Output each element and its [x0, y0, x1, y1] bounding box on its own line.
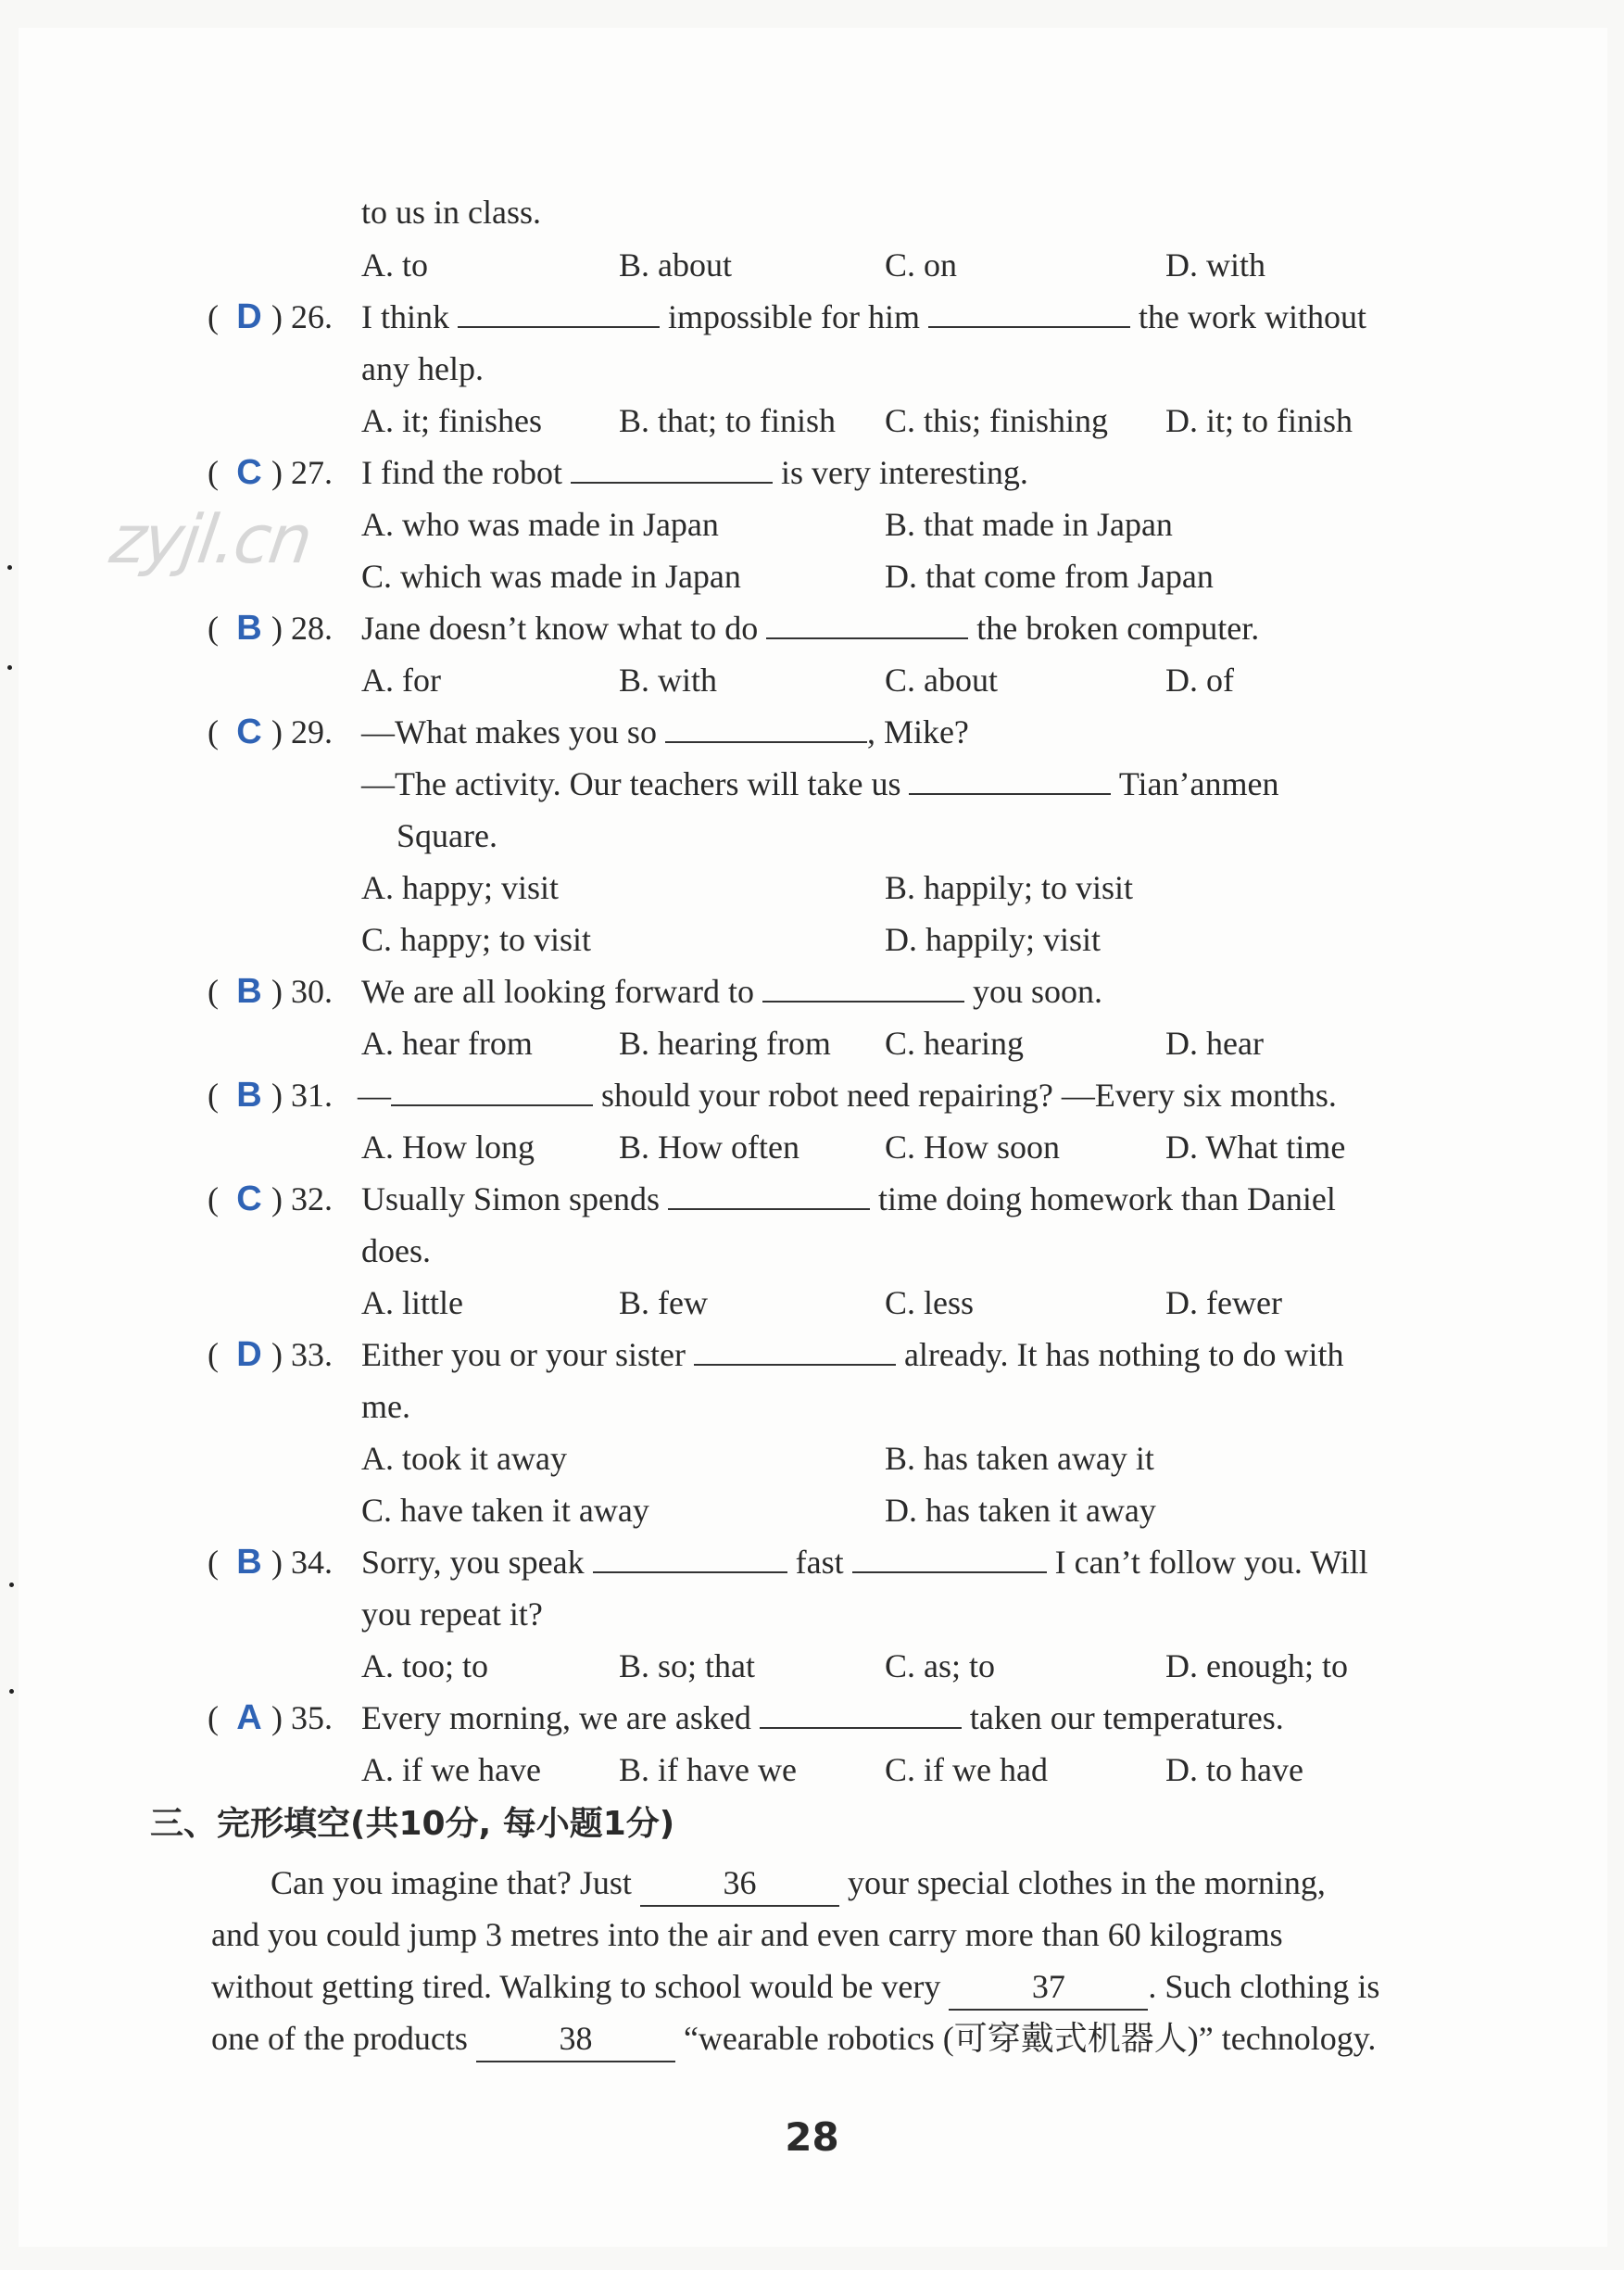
answer-blank[interactable]	[571, 454, 773, 484]
question-26: ( D ) 26.	[208, 295, 333, 339]
margin-dot	[7, 565, 12, 570]
section-title: 三、完形填空(共10分, 每小题1分)	[150, 1805, 675, 1843]
option: B. happily; to visit	[885, 869, 1134, 906]
answer-blank[interactable]	[694, 1336, 896, 1366]
question-continuation: me.	[361, 1388, 410, 1425]
question-27: ( C ) 27.	[208, 450, 333, 495]
option: D. What time	[1165, 1129, 1346, 1166]
option: C. as; to	[885, 1647, 996, 1684]
intro-line: to us in class.	[361, 194, 541, 231]
option: C. less	[885, 1284, 975, 1321]
answer-letter: B	[236, 1076, 262, 1115]
answer-blank[interactable]	[928, 298, 1130, 328]
option: B. with	[619, 662, 718, 699]
option: C. on	[885, 246, 958, 284]
question-number: 32	[291, 1180, 324, 1217]
option: C. How soon	[885, 1129, 1061, 1166]
cloze-blank-37[interactable]: 37	[949, 1964, 1148, 2011]
question-text: Sorry, you speak fast I can’t follow you. Will	[361, 1544, 1368, 1581]
question-continuation: any help.	[361, 350, 484, 387]
question-text: I think impossible for him the work without	[361, 298, 1366, 335]
option: B. hearing from	[619, 1025, 831, 1062]
option: B. so; that	[619, 1647, 756, 1684]
option: C. if we had	[885, 1751, 1048, 1788]
question-text: Every morning, we are asked taken our temperatures.	[361, 1699, 1284, 1736]
answer-blank[interactable]	[762, 973, 964, 1003]
answer-blank[interactable]	[766, 610, 968, 639]
option: B. few	[619, 1284, 708, 1321]
question-28: ( B ) 28.	[208, 606, 333, 650]
question-continuation: Square.	[397, 817, 497, 854]
question-number: 30	[291, 973, 324, 1010]
option: B. if have we	[619, 1751, 797, 1788]
option: D. hear	[1165, 1025, 1264, 1062]
question-34: ( B ) 34.	[208, 1540, 333, 1584]
answer-blank[interactable]	[665, 713, 867, 743]
watermark: zyjl.cn	[106, 500, 316, 578]
cloze-line-2: and you could jump 3 metres into the air and even carry more than 60 kilograms	[211, 1916, 1283, 1953]
answer-letter: D	[236, 297, 262, 336]
question-30: ( B ) 30.	[208, 969, 333, 1014]
option: A. little	[361, 1284, 463, 1321]
question-number: 29	[291, 713, 324, 750]
question-continuation: does.	[361, 1232, 431, 1269]
option: B. has taken away it	[885, 1440, 1154, 1477]
answer-blank[interactable]	[760, 1699, 962, 1729]
cloze-blank-38[interactable]: 38	[476, 2016, 675, 2062]
answer-blank[interactable]	[391, 1077, 593, 1106]
cloze-line-3: without getting tired. Walking to school would be very 37 . Such clothing is	[211, 1964, 1379, 2011]
answer-letter: C	[236, 453, 262, 492]
page-number: 28	[785, 2114, 839, 2160]
option: D. it; to finish	[1165, 402, 1353, 439]
question-continuation: you repeat it?	[361, 1595, 543, 1633]
option: D. happily; visit	[885, 921, 1101, 958]
answer-blank[interactable]	[909, 765, 1111, 795]
cloze-line-4: one of the products 38 “wearable robotics (可穿戴式机器人)” technology.	[211, 2016, 1376, 2062]
option: D. that come from Japan	[885, 558, 1214, 595]
question-text: —What makes you so , Mike?	[361, 713, 969, 750]
option: D. of	[1165, 662, 1234, 699]
question-number: 28	[291, 610, 324, 647]
option: B. How often	[619, 1129, 799, 1166]
option: A. for	[361, 662, 441, 699]
question-text-line2: —The activity. Our teachers will take us Tian’anmen	[361, 765, 1279, 802]
answer-letter: B	[236, 972, 262, 1011]
option: A. took it away	[361, 1440, 567, 1477]
question-31: ( B ) 31.	[208, 1073, 333, 1117]
answer-letter: B	[236, 609, 262, 648]
question-number: 26	[291, 298, 324, 335]
question-number: 35	[291, 1699, 324, 1736]
option: A. who was made in Japan	[361, 506, 719, 543]
option: C. hearing	[885, 1025, 1024, 1062]
option: D. has taken it away	[885, 1492, 1156, 1529]
answer-blank[interactable]	[593, 1544, 787, 1573]
question-number: 33	[291, 1336, 324, 1373]
option: A. happy; visit	[361, 869, 559, 906]
option: D. enough; to	[1165, 1647, 1348, 1684]
cloze-line-1: Can you imagine that? Just 36 your special clothes in the morning,	[271, 1860, 1326, 1907]
option: C. about	[885, 662, 998, 699]
question-text: I find the robot is very interesting.	[361, 454, 1028, 491]
question-32: ( C ) 32.	[208, 1177, 333, 1221]
question-text: Either you or your sister already. It has nothing to do with	[361, 1336, 1344, 1373]
answer-blank[interactable]	[668, 1180, 870, 1210]
option: A. if we have	[361, 1751, 541, 1788]
answer-letter: D	[236, 1335, 262, 1374]
question-text: Usually Simon spends time doing homework than Daniel	[361, 1180, 1336, 1217]
question-number: 34	[291, 1544, 324, 1581]
option: A. hear from	[361, 1025, 533, 1062]
margin-dot	[9, 1689, 14, 1694]
answer-blank[interactable]	[458, 298, 660, 328]
answer-letter: A	[236, 1698, 262, 1737]
option: B. that; to finish	[619, 402, 836, 439]
margin-dot	[9, 1583, 14, 1587]
cloze-blank-36[interactable]: 36	[640, 1860, 839, 1907]
question-29: ( C ) 29.	[208, 710, 333, 754]
option: C. have taken it away	[361, 1492, 649, 1529]
option: B. about	[619, 246, 732, 284]
option: C. this; finishing	[885, 402, 1109, 439]
option: A. How long	[361, 1129, 535, 1166]
question-text: Jane doesn’t know what to do the broken computer.	[361, 610, 1260, 647]
option: B. that made in Japan	[885, 506, 1173, 543]
answer-letter: B	[236, 1543, 262, 1582]
option: D. with	[1165, 246, 1265, 284]
question-number: 27	[291, 454, 324, 491]
question-35: ( A ) 35.	[208, 1696, 333, 1740]
option: C. which was made in Japan	[361, 558, 741, 595]
question-text: — should your robot need repairing? —Every six months.	[358, 1077, 1337, 1114]
answer-letter: C	[236, 1179, 262, 1218]
answer-blank[interactable]	[852, 1544, 1047, 1573]
option: A. to	[361, 246, 428, 284]
option: D. to have	[1165, 1751, 1303, 1788]
option: A. too; to	[361, 1647, 489, 1684]
margin-dot	[7, 665, 12, 670]
answer-letter: C	[236, 713, 262, 751]
question-33: ( D ) 33.	[208, 1332, 333, 1377]
question-text: We are all looking forward to you soon.	[361, 973, 1102, 1010]
option: D. fewer	[1165, 1284, 1282, 1321]
question-number: 31	[291, 1077, 324, 1114]
option: C. happy; to visit	[361, 921, 592, 958]
option: A. it; finishes	[361, 402, 542, 439]
